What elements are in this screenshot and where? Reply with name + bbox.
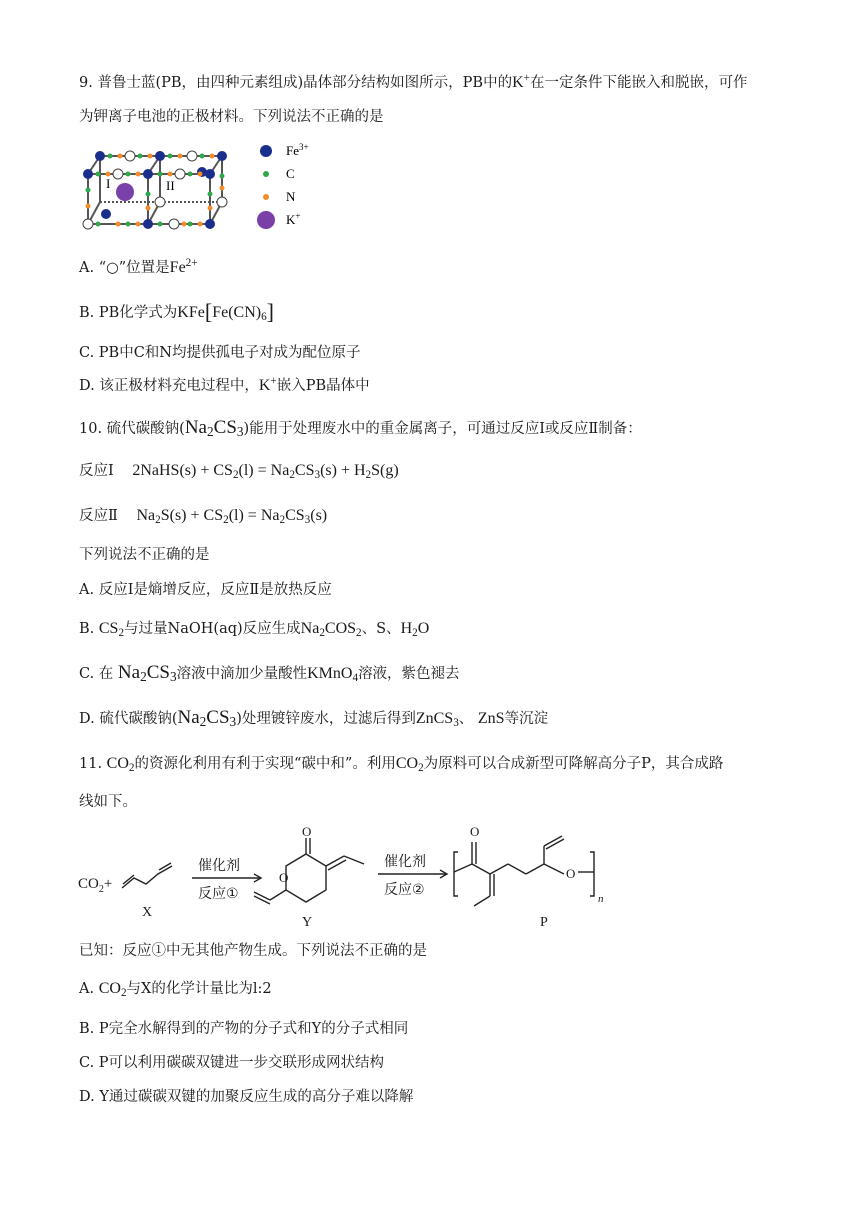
region-label-i: I — [106, 176, 111, 191]
pb-formula-part-1: KFe — [177, 304, 205, 321]
legend-n-marker — [263, 194, 269, 200]
na2cos2-formula: $Na_2COS_2$ — [300, 620, 362, 639]
q10-option-d — [79, 708, 548, 729]
q10-option-b-mid: 与过量NaOH(aq)反应生成 — [124, 621, 301, 637]
q10-option-d-mid: )处理镀锌废水，过滤后得到 — [236, 711, 416, 727]
co2-formula-a: $CO_2$ — [98, 980, 127, 999]
scheme-co2-label: $CO_2+$ — [78, 876, 113, 895]
fe2-formula — [170, 259, 198, 276]
q9-option-a — [79, 258, 198, 278]
pb-formula-sub: 6 — [261, 311, 267, 323]
legend-c-label: C — [286, 166, 295, 181]
q10-option-a-text: A. 反应Ⅰ是熵增反应，反应Ⅱ是放热反应 — [79, 582, 332, 598]
q9-option-d-text: D. 该正极材料充电过程中， — [79, 378, 259, 394]
reaction-1-equation: 2NaHS(s) + $CS_2(l) = Na_2CS_3(s) + H_2S(g)$ — [132, 462, 399, 481]
q11-stem-prefix: 11. — [79, 756, 103, 772]
q9-stem-text-2: 在一定条件下能嵌入和脱嵌，可作 — [529, 75, 748, 91]
q11-option-a-suffix: 与X的化学计量比为l:2 — [126, 981, 272, 997]
q10-option-d-suffix: 等沉淀 — [504, 711, 549, 727]
q9-stem-text-3: 为钾离子电池的正极材料。下列说法不正确的是 — [79, 109, 384, 125]
reaction-2-equation: $Na_2S(s) + CS_2(l) = Na_2CS_3(s)$ — [136, 507, 328, 526]
co2-formula: $CO_2$ — [106, 755, 135, 774]
q11-stem-mid: 的资源化利用有利于实现“碳中和”。利用 — [134, 756, 396, 772]
q10-option-b — [79, 619, 429, 639]
q9-option-a-text: A. “○”位置是 — [79, 260, 170, 276]
q11-stem-suffix: 为原料可以合成新型可降解高分子P，其合成路 — [423, 756, 724, 772]
k-ion — [512, 74, 530, 91]
k-symbol-d: K — [258, 377, 271, 394]
q10-option-d-sep: 、 — [458, 711, 474, 727]
scheme-label-y: Y — [302, 915, 313, 930]
fe-charge: 2+ — [185, 257, 198, 269]
q10-option-c — [79, 663, 460, 684]
q9-option-b — [79, 299, 274, 324]
q10-option-c-suffix: 溶液，紫色褪去 — [358, 666, 460, 682]
k-charge: + — [523, 72, 530, 84]
q11-stem-text-2: 线如下。 — [79, 794, 137, 810]
q11-option-d-text: D. Y通过碳碳双键的加聚反应生成的高分子难以降解 — [79, 1089, 414, 1105]
cs2-formula: $CS_2$ — [98, 620, 125, 639]
q10-option-c-prefix: C. 在 — [79, 666, 114, 682]
y-ring-o: O — [279, 870, 289, 885]
p-carbonyl-o: O — [470, 824, 480, 839]
reaction-2-label-scheme: 反应② — [384, 882, 425, 898]
q9-stem-line-2 — [79, 107, 384, 127]
q9-option-d-suffix: 嵌入PB晶体中 — [276, 378, 370, 394]
region-label-ii: II — [166, 178, 175, 193]
diene-x-structure — [122, 866, 172, 888]
q10-stem-prefix: 10. 硫代碳酸钠( — [79, 421, 185, 437]
k-ion-d — [259, 377, 277, 394]
pb-formula-part-2: Fe(CN) — [212, 304, 262, 321]
figure-legend — [257, 142, 309, 229]
na2cs3-formula-d: $Na_2CS_3$ — [177, 707, 237, 729]
legend-k-marker — [257, 211, 275, 229]
k-symbol: K — [512, 74, 524, 91]
legend-c-marker — [263, 171, 269, 177]
q10-stem — [79, 418, 642, 439]
kmno4-formula: KMnO$_4$ — [307, 665, 359, 684]
q11-option-a — [79, 979, 272, 999]
synthesis-scheme — [74, 822, 794, 934]
q9-stem-text: 9. 普鲁士蓝(PB，由四种元素组成)晶体部分结构如图所示，PB中的 — [79, 75, 513, 91]
na2cs3-formula: $Na_2CS_3$ — [184, 417, 244, 439]
q11-option-a-prefix: A. — [79, 981, 95, 997]
catalyst-1-label: 催化剂 — [198, 858, 240, 874]
k-charge-d: + — [270, 375, 277, 387]
polymer-n-subscript: n — [598, 893, 604, 905]
pb-formula: $KFe[Fe(CN)_6]$ — [177, 299, 274, 324]
q9-option-d — [79, 376, 370, 396]
q9-option-c-text: C. PB中C和N均提供孤电子对成为配位原子 — [79, 345, 361, 361]
legend-k-label: K+ — [286, 211, 301, 227]
legend-fe3-label: $Fe^{3+}$ — [286, 142, 309, 158]
q9-option-b-text: B. PB化学式为 — [79, 305, 178, 321]
reaction-1-label-scheme: 反应① — [198, 886, 239, 902]
zns-formula: ZnS — [477, 710, 505, 727]
q9-stem-line-1 — [79, 73, 747, 93]
lactone-y-structure — [254, 838, 364, 904]
prussian-blue-crystal-figure — [76, 140, 326, 240]
co2-formula-2: $CO_2$ — [395, 755, 424, 774]
q10-reaction-2 — [79, 506, 327, 526]
q9-option-c — [79, 343, 361, 363]
q11-stem-line-1 — [79, 754, 723, 774]
q11-option-d — [79, 1087, 413, 1107]
q11-known — [79, 941, 427, 961]
q11-known-text: 已知：反应①中无其他产物生成。下列说法不正确的是 — [79, 943, 427, 959]
legend-fe3-marker — [260, 145, 272, 157]
q10-option-a — [79, 580, 332, 600]
na2cs3-formula-c: $Na_2CS_3$ — [117, 662, 177, 684]
p-ether-o: O — [566, 866, 576, 881]
q11-stem-line-2 — [79, 792, 137, 812]
q10-option-b-prefix: B. — [79, 621, 95, 637]
q10-option-c-mid: 溶液中滴加少量酸性 — [176, 666, 308, 682]
q11-option-b — [79, 1019, 408, 1039]
q11-option-c-text: C. P可以利用碳碳双键进一步交联形成网状结构 — [79, 1055, 385, 1071]
q10-intro — [79, 545, 210, 565]
y-carbonyl-o: O — [302, 824, 312, 839]
q11-option-c — [79, 1053, 384, 1073]
q10-reaction-1 — [79, 461, 399, 481]
catalyst-2-label: 催化剂 — [384, 854, 426, 870]
q10-option-d-prefix: D. 硫代碳酸钠( — [79, 711, 178, 727]
q11-option-b-text: B. P完全水解得到的产物的分子式和Y的分子式相同 — [79, 1021, 409, 1037]
scheme-label-x: X — [142, 905, 153, 920]
reaction-1-label: 反应Ⅰ — [79, 463, 114, 479]
q10-stem-suffix: )能用于处理废水中的重金属离子，可通过反应Ⅰ或反应Ⅱ制备： — [243, 421, 642, 437]
q10-intro-text: 下列说法不正确的是 — [79, 547, 210, 563]
reaction-2-label: 反应Ⅱ — [79, 508, 118, 524]
q10-option-b-sep: 、S、 — [361, 621, 401, 637]
k-ion-atom — [116, 183, 134, 201]
fe-symbol: Fe — [169, 259, 186, 276]
scheme-label-p: P — [540, 915, 548, 930]
legend-n-label: N — [286, 189, 296, 204]
h2o-formula: $H_2O$ — [400, 620, 430, 639]
zncs3-formula: ZnCS$_3$ — [415, 710, 459, 729]
